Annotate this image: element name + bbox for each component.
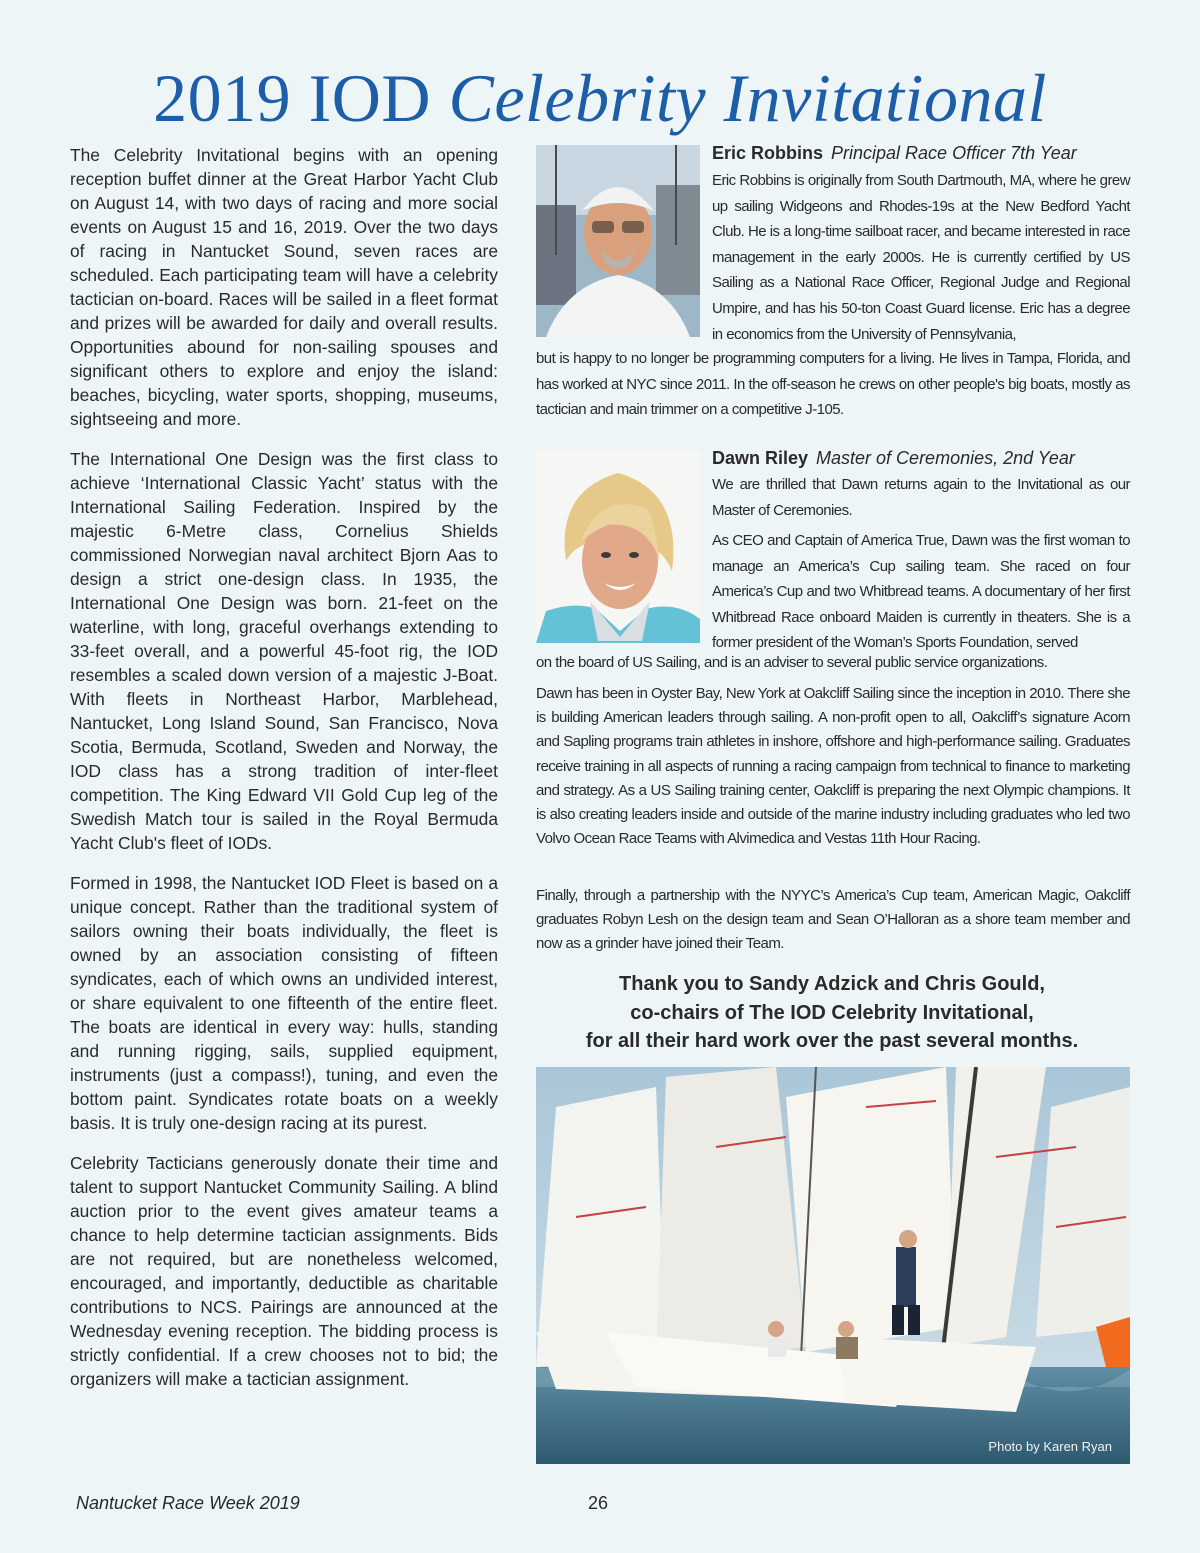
dawn-name: Dawn Riley	[712, 448, 809, 468]
page-number: 26	[588, 1493, 609, 1513]
eric-robbins-photo	[536, 145, 700, 337]
sailboat-race-photo	[536, 1067, 1130, 1464]
title-part1: 2019 IOD	[153, 60, 449, 136]
dawn-bio-text: As CEO and Captain of America True, Dawn was the first woman to manage an America’s Cup sailing team. She raced on four America’s Cup and two Whitbread teams. A documentary of her first Whitbread Race onboard Maiden is currently in theaters. She is a former president of the Woman’s Sports Foundation, served	[712, 532, 1130, 652]
eric-role: Principal Race Officer 7th Year	[831, 143, 1077, 163]
dawn-bio-bottom	[536, 650, 1130, 676]
paragraph-event-overview: The Celebrity Invitational begins with an opening reception buffet dinner at the Great Harbor Yacht Club on August 14, with two days of racing and more social events on August 15 and 16, 2019. Over the two days of racing in Nantucket Sound, seven races are scheduled. Each participating team will have a celebrity tactician on-board. Races will be sailed in a fleet format and prizes will be awarded for daily and overall results. Opportunities abound for non-sailing spouses and significant others to explore and enjoy the island: beaches, bicycling, water sports, shopping, museums, sightseeing and more.	[70, 145, 498, 429]
dawn-oakcliff-text: Dawn has been in Oyster Bay, New York at Oakcliff Sailing since the inception in 2010. There she is building American leaders through sailing. A non-profit open to all, Oakcliff’s signature Acorn and Sapling programs train athletes in inshore, offshore and high-performance sailing. Graduates receive training in all aspects of running a racing campaign from technical to finance to marketing and strategy. As a US Sailing training center, Oakcliff is preparing the next Olympic champions. It is also creating leaders inside and outside of the marine industry including graduates who led two Volvo Ocean Race Teams with Alvimedica and Vestas 11th Hour Racing.	[536, 685, 1130, 848]
dawn-bio-text-continued: on the board of US Sailing, and is an adviser to several public service organizations.	[536, 654, 1048, 671]
eric-bio-text: Eric Robbins is originally from South Dartmouth, MA, where he grew up sailing Widgeons and Rhodes-19s at the New Bedford Yacht Club. He is a long-time sailboat racer, and became interested in race management in the early 2000s. He is currently certified by US Sailing as a National Race Officer, Regional Judge and Regional Umpire, and has his 50-ton Coast Guard license. Eric has a degree in economics from the University of Pennsylvania,	[712, 172, 1130, 343]
eric-bio-top	[712, 168, 1130, 347]
eric-header	[712, 143, 1077, 164]
dawn-riley-photo	[536, 451, 700, 643]
dawn-america-cup-text: Finally, through a partnership with the NYYC’s America’s Cup team, American Magic, Oakcliff graduates Robyn Lesh on the design team and Sean O’Halloran as a shore team member and now as a grinder have joined their Team.	[536, 887, 1130, 953]
photo-credit: Photo by Karen Ryan	[988, 1439, 1112, 1454]
eric-name: Eric Robbins	[712, 143, 824, 163]
paragraph-nantucket-fleet: Formed in 1998, the Nantucket IOD Fleet is based on a unique concept. Rather than the traditional system of sailors owning their boats individually, the fleet is owned by an association consisting of fifteen syndicates, each of which owns an undivided interest, or share equivalent to one fifteenth of the entire fleet. The boats are identical in every way: hulls, standing and running rigging, sails, supplied equipment, instruments (just a compass!), tuning, and even the bottom paint. Syndicates rotate boats on a weekly basis. It is truly one-design racing at its purest.	[70, 873, 498, 1133]
dawn-header	[712, 448, 1075, 469]
dawn-oakcliff-paragraph	[536, 682, 1130, 851]
eric-bio-text-continued: but is happy to no longer be programming computers for a living. He lives in Tampa, Florida, and has worked at NYC since 2011. In the off-season he crews on other people's big boats, mostly as tactician and main trimmer on a competitive J-105.	[536, 350, 1130, 419]
left-column	[70, 143, 498, 1407]
thanks-line-3: for all their hard work over the past several months.	[585, 1030, 1079, 1052]
dawn-intro	[712, 472, 1130, 523]
paragraph-celebrity-tacticians: Celebrity Tacticians generously donate their time and talent to support Nantucket Community Sailing. A blind auction prior to the event gives amateur teams a chance to help determine tactician assignments. Bids are not required, but are nonetheless welcomed, encouraged, and importantly, deductible as charitable contributions to NCS. Pairings are announced at the Wednesday evening reception. The bidding process is strictly confidential. If a crew chooses not to bid; the organizers will make a tactician assignment.	[70, 1153, 498, 1389]
thanks-line-1: Thank you to Sandy Adzick and Chris Gould,	[619, 973, 1045, 995]
thank-you-note	[536, 970, 1128, 1056]
eric-bio-bottom	[536, 346, 1130, 423]
paragraph-iod-history: The International One Design was the first class to achieve ‘International Classic Yacht’ status with the International Sailing Federation. Inspired by the majestic 6-Metre class, Cornelius Shields commissioned Norwegian naval architect Bjorn Aas to design a strict one-design class. In 1935, the International One Design was born. 21-feet on the waterline, with long, graceful overhangs extending to 33-feet overall, and a powerful 45-foot rig, the IOD resembles a scaled down version of a majestic J-Boat. With fleets in Northeast Harbor, Marblehead, Nantucket, Long Island Sound, San Francisco, Nova Scotia, Bermuda, Scotland, Sweden and Norway, the IOD class has a strong tradition of inter-fleet competition. The King Edward VII Gold Cup leg of the Swedish Match tour is sailed in the Royal Bermuda Yacht Club's fleet of IODs.	[70, 449, 498, 853]
title-part2: Celebrity Invitational	[448, 60, 1047, 136]
dawn-bio-top	[712, 528, 1130, 656]
dawn-role: Master of Ceremonies, 2nd Year	[816, 448, 1075, 468]
dawn-america-cup-paragraph	[536, 884, 1130, 957]
page-title	[0, 58, 1200, 138]
dawn-intro-text: We are thrilled that Dawn returns again to the Invitational as our Master of Ceremonies.	[712, 476, 1130, 519]
thanks-line-2: co-chairs of The IOD Celebrity Invitational,	[630, 1001, 1034, 1024]
publication-name: Nantucket Race Week 2019	[76, 1493, 300, 1513]
